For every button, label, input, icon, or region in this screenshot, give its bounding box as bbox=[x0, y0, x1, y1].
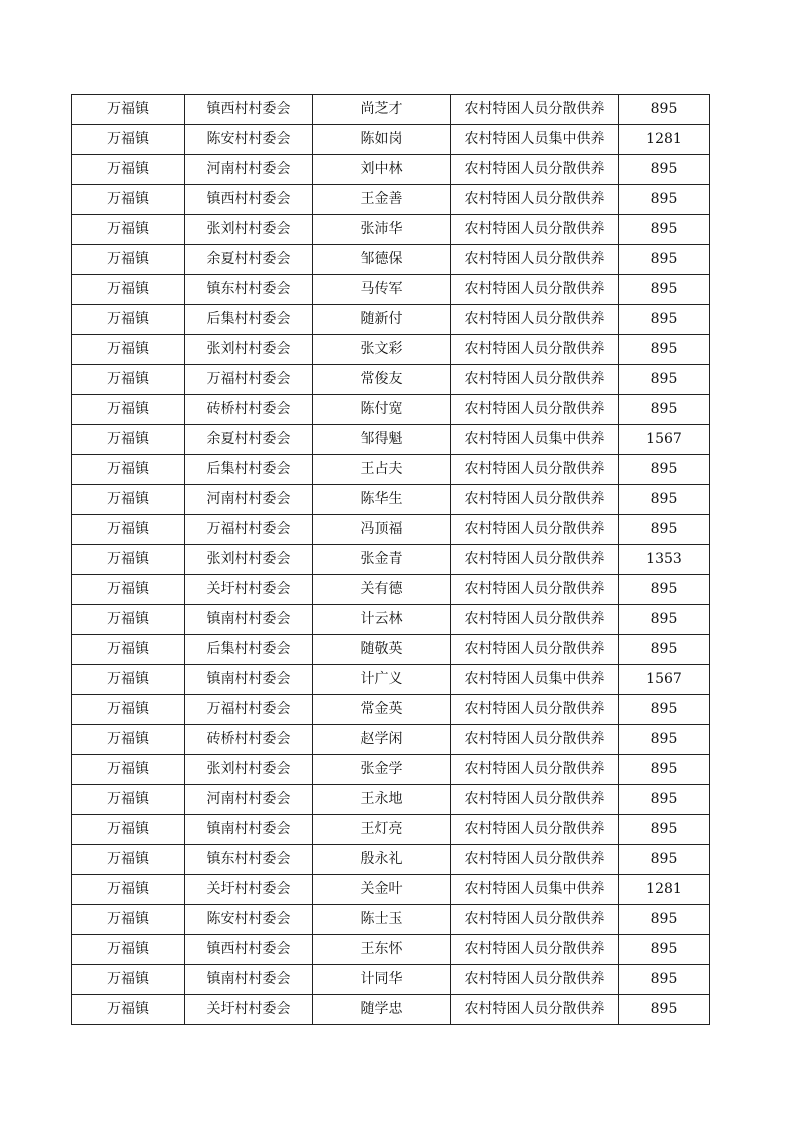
amount-cell: 895 bbox=[619, 95, 710, 125]
amount-cell: 895 bbox=[619, 515, 710, 545]
town-cell: 万福镇 bbox=[72, 935, 185, 965]
category-cell: 农村特困人员分散供养 bbox=[451, 335, 619, 365]
table-row bbox=[72, 455, 710, 485]
village-cell: 河南村村委会 bbox=[185, 785, 313, 815]
name-cell: 殷永礼 bbox=[313, 845, 451, 875]
category-cell: 农村特困人员分散供养 bbox=[451, 155, 619, 185]
amount-cell: 895 bbox=[619, 245, 710, 275]
village-cell: 陈安村村委会 bbox=[185, 125, 313, 155]
table-row bbox=[72, 635, 710, 665]
category-cell: 农村特困人员分散供养 bbox=[451, 845, 619, 875]
table-row bbox=[72, 515, 710, 545]
name-cell: 陈如岗 bbox=[313, 125, 451, 155]
table-row bbox=[72, 965, 710, 995]
village-cell: 关圩村村委会 bbox=[185, 575, 313, 605]
table-row bbox=[72, 605, 710, 635]
category-cell: 农村特困人员分散供养 bbox=[451, 755, 619, 785]
amount-cell: 1567 bbox=[619, 665, 710, 695]
name-cell: 随敬英 bbox=[313, 635, 451, 665]
name-cell: 邹德保 bbox=[313, 245, 451, 275]
village-cell: 关圩村村委会 bbox=[185, 995, 313, 1025]
category-cell: 农村特困人员分散供养 bbox=[451, 695, 619, 725]
name-cell: 刘中林 bbox=[313, 155, 451, 185]
amount-cell: 1281 bbox=[619, 875, 710, 905]
table-row bbox=[72, 725, 710, 755]
name-cell: 陈付宽 bbox=[313, 395, 451, 425]
town-cell: 万福镇 bbox=[72, 395, 185, 425]
town-cell: 万福镇 bbox=[72, 545, 185, 575]
amount-cell: 895 bbox=[619, 605, 710, 635]
town-cell: 万福镇 bbox=[72, 125, 185, 155]
category-cell: 农村特困人员分散供养 bbox=[451, 245, 619, 275]
name-cell: 计云林 bbox=[313, 605, 451, 635]
amount-cell: 895 bbox=[619, 635, 710, 665]
amount-cell: 895 bbox=[619, 185, 710, 215]
name-cell: 尚芝才 bbox=[313, 95, 451, 125]
name-cell: 王永地 bbox=[313, 785, 451, 815]
name-cell: 常金英 bbox=[313, 695, 451, 725]
category-cell: 农村特困人员分散供养 bbox=[451, 185, 619, 215]
table-row bbox=[72, 245, 710, 275]
amount-cell: 895 bbox=[619, 845, 710, 875]
village-cell: 镇南村村委会 bbox=[185, 815, 313, 845]
town-cell: 万福镇 bbox=[72, 335, 185, 365]
village-cell: 镇南村村委会 bbox=[185, 965, 313, 995]
amount-cell: 895 bbox=[619, 995, 710, 1025]
name-cell: 陈士玉 bbox=[313, 905, 451, 935]
category-cell: 农村特困人员分散供养 bbox=[451, 95, 619, 125]
village-cell: 后集村村委会 bbox=[185, 455, 313, 485]
village-cell: 镇东村村委会 bbox=[185, 845, 313, 875]
table-row bbox=[72, 95, 710, 125]
name-cell: 随学忠 bbox=[313, 995, 451, 1025]
amount-cell: 895 bbox=[619, 455, 710, 485]
village-cell: 万福村村委会 bbox=[185, 695, 313, 725]
town-cell: 万福镇 bbox=[72, 155, 185, 185]
name-cell: 计广义 bbox=[313, 665, 451, 695]
category-cell: 农村特困人员分散供养 bbox=[451, 545, 619, 575]
amount-cell: 895 bbox=[619, 365, 710, 395]
table-row bbox=[72, 155, 710, 185]
village-cell: 张刘村村委会 bbox=[185, 335, 313, 365]
village-cell: 镇西村村委会 bbox=[185, 185, 313, 215]
table-row bbox=[72, 905, 710, 935]
name-cell: 常俊友 bbox=[313, 365, 451, 395]
town-cell: 万福镇 bbox=[72, 995, 185, 1025]
table-row bbox=[72, 575, 710, 605]
table-row bbox=[72, 185, 710, 215]
village-cell: 河南村村委会 bbox=[185, 155, 313, 185]
category-cell: 农村特困人员分散供养 bbox=[451, 305, 619, 335]
table-row bbox=[72, 755, 710, 785]
category-cell: 农村特困人员分散供养 bbox=[451, 995, 619, 1025]
town-cell: 万福镇 bbox=[72, 425, 185, 455]
category-cell: 农村特困人员集中供养 bbox=[451, 125, 619, 155]
town-cell: 万福镇 bbox=[72, 755, 185, 785]
amount-cell: 895 bbox=[619, 815, 710, 845]
town-cell: 万福镇 bbox=[72, 575, 185, 605]
name-cell: 陈华生 bbox=[313, 485, 451, 515]
amount-cell: 895 bbox=[619, 215, 710, 245]
town-cell: 万福镇 bbox=[72, 905, 185, 935]
town-cell: 万福镇 bbox=[72, 95, 185, 125]
village-cell: 后集村村委会 bbox=[185, 305, 313, 335]
name-cell: 关有德 bbox=[313, 575, 451, 605]
name-cell: 王灯亮 bbox=[313, 815, 451, 845]
amount-cell: 895 bbox=[619, 275, 710, 305]
amount-cell: 895 bbox=[619, 575, 710, 605]
town-cell: 万福镇 bbox=[72, 605, 185, 635]
category-cell: 农村特困人员分散供养 bbox=[451, 275, 619, 305]
category-cell: 农村特困人员集中供养 bbox=[451, 875, 619, 905]
village-cell: 镇东村村委会 bbox=[185, 275, 313, 305]
town-cell: 万福镇 bbox=[72, 665, 185, 695]
town-cell: 万福镇 bbox=[72, 965, 185, 995]
amount-cell: 1567 bbox=[619, 425, 710, 455]
relief-roster-table bbox=[71, 94, 710, 1025]
category-cell: 农村特困人员分散供养 bbox=[451, 935, 619, 965]
category-cell: 农村特困人员分散供养 bbox=[451, 785, 619, 815]
amount-cell: 895 bbox=[619, 395, 710, 425]
village-cell: 后集村村委会 bbox=[185, 635, 313, 665]
amount-cell: 895 bbox=[619, 965, 710, 995]
town-cell: 万福镇 bbox=[72, 305, 185, 335]
category-cell: 农村特困人员集中供养 bbox=[451, 425, 619, 455]
table-row bbox=[72, 875, 710, 905]
category-cell: 农村特困人员分散供养 bbox=[451, 395, 619, 425]
category-cell: 农村特困人员集中供养 bbox=[451, 665, 619, 695]
table-row bbox=[72, 275, 710, 305]
town-cell: 万福镇 bbox=[72, 245, 185, 275]
village-cell: 砖桥村村委会 bbox=[185, 395, 313, 425]
village-cell: 万福村村委会 bbox=[185, 515, 313, 545]
town-cell: 万福镇 bbox=[72, 725, 185, 755]
amount-cell: 895 bbox=[619, 305, 710, 335]
amount-cell: 895 bbox=[619, 725, 710, 755]
name-cell: 关金叶 bbox=[313, 875, 451, 905]
table-row bbox=[72, 815, 710, 845]
table-row bbox=[72, 485, 710, 515]
town-cell: 万福镇 bbox=[72, 695, 185, 725]
village-cell: 镇南村村委会 bbox=[185, 665, 313, 695]
village-cell: 张刘村村委会 bbox=[185, 755, 313, 785]
table-row bbox=[72, 125, 710, 155]
table-row bbox=[72, 365, 710, 395]
name-cell: 马传军 bbox=[313, 275, 451, 305]
name-cell: 张沛华 bbox=[313, 215, 451, 245]
village-cell: 张刘村村委会 bbox=[185, 215, 313, 245]
town-cell: 万福镇 bbox=[72, 275, 185, 305]
town-cell: 万福镇 bbox=[72, 215, 185, 245]
amount-cell: 895 bbox=[619, 695, 710, 725]
table-row bbox=[72, 395, 710, 425]
table-row bbox=[72, 785, 710, 815]
amount-cell: 895 bbox=[619, 485, 710, 515]
town-cell: 万福镇 bbox=[72, 635, 185, 665]
village-cell: 镇西村村委会 bbox=[185, 95, 313, 125]
amount-cell: 895 bbox=[619, 905, 710, 935]
town-cell: 万福镇 bbox=[72, 875, 185, 905]
name-cell: 王占夫 bbox=[313, 455, 451, 485]
village-cell: 张刘村村委会 bbox=[185, 545, 313, 575]
village-cell: 镇南村村委会 bbox=[185, 605, 313, 635]
category-cell: 农村特困人员分散供养 bbox=[451, 215, 619, 245]
table-row bbox=[72, 935, 710, 965]
town-cell: 万福镇 bbox=[72, 365, 185, 395]
name-cell: 张文彩 bbox=[313, 335, 451, 365]
amount-cell: 895 bbox=[619, 755, 710, 785]
town-cell: 万福镇 bbox=[72, 455, 185, 485]
category-cell: 农村特困人员分散供养 bbox=[451, 725, 619, 755]
amount-cell: 1281 bbox=[619, 125, 710, 155]
table-row bbox=[72, 845, 710, 875]
roster-body bbox=[72, 95, 710, 1025]
town-cell: 万福镇 bbox=[72, 785, 185, 815]
category-cell: 农村特困人员分散供养 bbox=[451, 965, 619, 995]
table-row bbox=[72, 695, 710, 725]
table-row bbox=[72, 335, 710, 365]
village-cell: 砖桥村村委会 bbox=[185, 725, 313, 755]
name-cell: 赵学闲 bbox=[313, 725, 451, 755]
category-cell: 农村特困人员分散供养 bbox=[451, 485, 619, 515]
table-row bbox=[72, 545, 710, 575]
category-cell: 农村特困人员分散供养 bbox=[451, 365, 619, 395]
village-cell: 镇西村村委会 bbox=[185, 935, 313, 965]
town-cell: 万福镇 bbox=[72, 515, 185, 545]
table-row bbox=[72, 215, 710, 245]
name-cell: 张金学 bbox=[313, 755, 451, 785]
table-row bbox=[72, 665, 710, 695]
village-cell: 河南村村委会 bbox=[185, 485, 313, 515]
table-row bbox=[72, 305, 710, 335]
amount-cell: 1353 bbox=[619, 545, 710, 575]
village-cell: 关圩村村委会 bbox=[185, 875, 313, 905]
village-cell: 余夏村村委会 bbox=[185, 245, 313, 275]
town-cell: 万福镇 bbox=[72, 185, 185, 215]
category-cell: 农村特困人员分散供养 bbox=[451, 455, 619, 485]
town-cell: 万福镇 bbox=[72, 815, 185, 845]
name-cell: 王金善 bbox=[313, 185, 451, 215]
name-cell: 随新付 bbox=[313, 305, 451, 335]
table-row bbox=[72, 425, 710, 455]
town-cell: 万福镇 bbox=[72, 485, 185, 515]
amount-cell: 895 bbox=[619, 155, 710, 185]
table-row bbox=[72, 995, 710, 1025]
village-cell: 万福村村委会 bbox=[185, 365, 313, 395]
amount-cell: 895 bbox=[619, 935, 710, 965]
category-cell: 农村特困人员分散供养 bbox=[451, 635, 619, 665]
amount-cell: 895 bbox=[619, 785, 710, 815]
category-cell: 农村特困人员分散供养 bbox=[451, 815, 619, 845]
name-cell: 王东怀 bbox=[313, 935, 451, 965]
village-cell: 余夏村村委会 bbox=[185, 425, 313, 455]
category-cell: 农村特困人员分散供养 bbox=[451, 515, 619, 545]
name-cell: 邹得魁 bbox=[313, 425, 451, 455]
category-cell: 农村特困人员分散供养 bbox=[451, 605, 619, 635]
village-cell: 陈安村村委会 bbox=[185, 905, 313, 935]
town-cell: 万福镇 bbox=[72, 845, 185, 875]
name-cell: 张金青 bbox=[313, 545, 451, 575]
name-cell: 冯顶福 bbox=[313, 515, 451, 545]
category-cell: 农村特困人员分散供养 bbox=[451, 575, 619, 605]
name-cell: 计同华 bbox=[313, 965, 451, 995]
amount-cell: 895 bbox=[619, 335, 710, 365]
category-cell: 农村特困人员分散供养 bbox=[451, 905, 619, 935]
